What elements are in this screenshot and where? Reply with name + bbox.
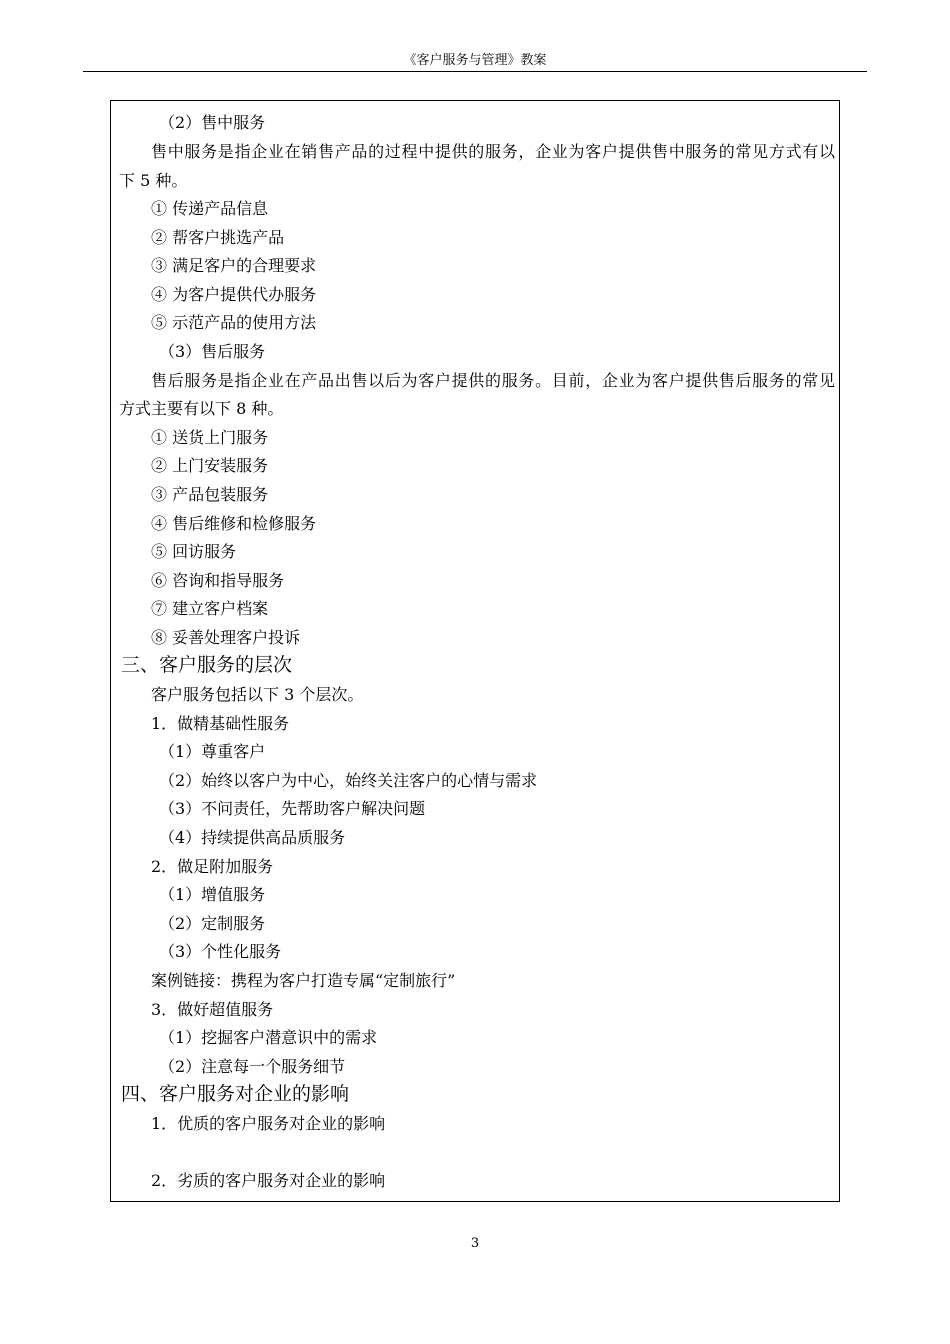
list-item: ⑤ 示范产品的使用方法 (151, 313, 317, 332)
section-heading: 三、客户服务的层次 (121, 654, 293, 676)
list-item: ④ 售后维修和检修服务 (151, 514, 317, 533)
list-item: ④ 为客户提供代办服务 (151, 285, 317, 304)
list-item: （2）注意每一个服务细节 (159, 1057, 346, 1076)
list-item: ⑤ 回访服务 (151, 542, 237, 561)
subsection-heading: 2．劣质的客户服务对企业的影响 (151, 1171, 386, 1190)
list-item: （1）挖掘客户潜意识中的需求 (159, 1028, 378, 1047)
text-line: 客户服务包括以下 3 个层次。 (151, 685, 364, 704)
page-number: 3 (470, 1236, 480, 1251)
text-line: （2）售中服务 (159, 113, 266, 132)
subsection-heading: 3．做好超值服务 (151, 1000, 274, 1019)
list-item: ③ 产品包装服务 (151, 485, 269, 504)
text-line: 售后服务是指企业在产品出售以后为客户提供的服务。目前，企业为客户提供售后服务的常见 (151, 371, 835, 390)
list-item: ① 送货上门服务 (151, 428, 269, 447)
page-header-title: 《客户服务与管理》教案 (403, 53, 547, 68)
list-item: ⑧ 妥善处理客户投诉 (151, 628, 301, 647)
lesson-content-box (110, 100, 840, 1202)
list-item: （2）始终以客户为中心，始终关注客户的心情与需求 (159, 771, 538, 790)
list-item: ② 帮客户挑选产品 (151, 228, 285, 247)
list-item: ② 上门安装服务 (151, 456, 269, 475)
list-item: （2）定制服务 (159, 914, 266, 933)
list-item: （1）增值服务 (159, 885, 266, 904)
list-item: （4）持续提供高品质服务 (159, 828, 346, 847)
text-line: （3）售后服务 (159, 342, 266, 361)
list-item: （1）尊重客户 (159, 742, 266, 761)
subsection-heading: 2．做足附加服务 (151, 857, 274, 876)
list-item: （3）不问责任，先帮助客户解决问题 (159, 799, 426, 818)
list-item: ③ 满足客户的合理要求 (151, 256, 317, 275)
section-heading: 四、客户服务对企业的影响 (121, 1083, 350, 1105)
header-rule (83, 71, 867, 72)
list-item: ① 传递产品信息 (151, 199, 269, 218)
text-line: 售中服务是指企业在销售产品的过程中提供的服务，企业为客户提供售中服务的常见方式有以 (151, 142, 835, 161)
list-item: （3）个性化服务 (159, 942, 282, 961)
subsection-heading: 1．做精基础性服务 (151, 714, 290, 733)
case-link: 案例链接：携程为客户打造专属“定制旅行” (151, 971, 456, 990)
list-item: ⑥ 咨询和指导服务 (151, 571, 285, 590)
text-line: 方式主要有以下 8 种。 (119, 399, 284, 418)
list-item: ⑦ 建立客户档案 (151, 599, 269, 618)
text-line: 下 5 种。 (119, 171, 188, 190)
subsection-heading: 1．优质的客户服务对企业的影响 (151, 1114, 386, 1133)
